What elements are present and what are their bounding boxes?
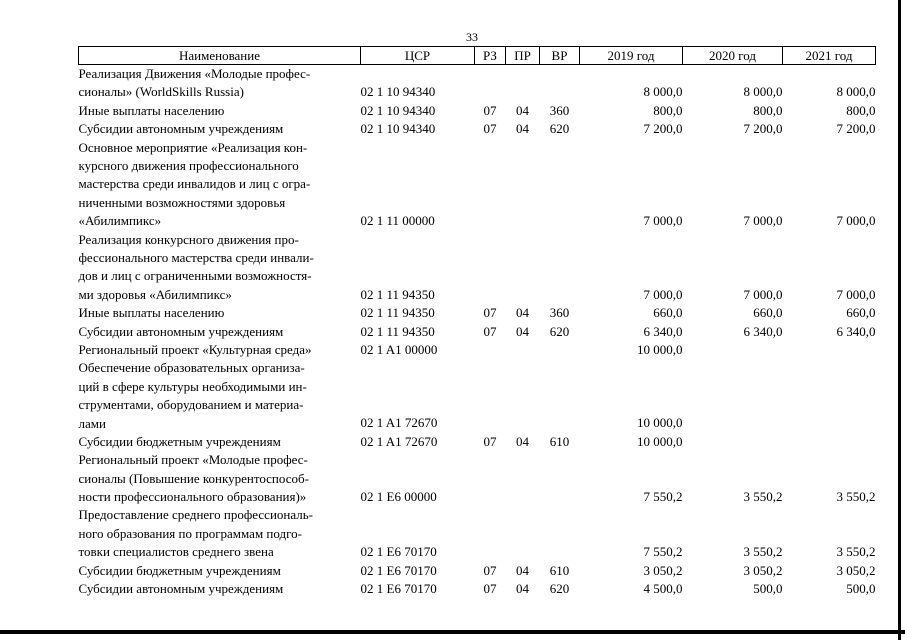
row-name [79,231,361,305]
row-rz [475,451,506,506]
row-pr [506,359,540,433]
table-row [79,451,876,506]
row-name-line: мастерства среди инвалидов и лиц с огра- [78,176,311,192]
row-vr: 620 [549,323,570,339]
row-name [79,562,361,580]
row-value-2020: 8 000,0 [743,84,783,100]
row-csr: 02 1 10 94340 [360,102,436,118]
row-vr [540,139,580,231]
row-value-2019: 7 200,0 [643,121,683,137]
row-name-line: сионалы (Повышение конкурентоспособ- [78,470,309,486]
row-csr: 02 1 10 94340 [360,121,436,137]
table-row [79,341,876,359]
row-value-2020 [683,341,783,359]
row-value-2020: 3 550,2 [743,544,783,560]
row-name-line: ций в сфере культуры необходимыми ин- [78,378,307,394]
row-csr: 02 1 11 94350 [360,323,435,339]
row-value-2020: 500,0 [753,581,783,597]
table-row [79,65,876,102]
row-vr [540,506,580,561]
row-value-2020: 6 340,0 [743,323,783,339]
row-name [79,580,361,598]
table-row [79,102,876,120]
row-name-line: сионалы» (WorldSkills Russia) [78,84,244,100]
row-name-line: ниченными возможностями здоровья [78,194,286,210]
row-name [79,323,361,341]
header-2019: 2019 год [580,47,683,65]
row-name-line: Реализация конкурсного движения про- [78,231,299,247]
row-pr [506,506,540,561]
row-value-2019: 10 000,0 [637,341,683,357]
row-value-2021: 7 000,0 [836,213,876,229]
row-value-2021: 3 550,2 [836,544,876,560]
row-name-line: струментами, оборудованием и материа- [78,397,304,413]
table-body [79,65,876,599]
header-name: Наименование [79,47,361,65]
row-vr: 610 [549,433,570,449]
row-value-2021: 3 050,2 [836,562,876,578]
row-rz: 07 [483,562,497,578]
row-value-2021: 800,0 [846,102,876,118]
row-name [79,120,361,138]
header-pr: ПР [506,47,540,65]
row-value-2019: 3 050,2 [643,562,683,578]
table-row [79,506,876,561]
row-value-2020 [683,359,783,433]
row-rz [475,139,506,231]
row-pr: 04 [516,121,529,137]
row-name-line: Субсидии автономным учреждениям [78,323,284,339]
row-name-line: Обеспечение образовательных организа- [78,360,305,376]
row-rz [475,231,506,305]
row-name [79,359,361,433]
row-value-2019: 7 000,0 [643,213,683,229]
row-name-line: Иные выплаты населению [78,305,225,321]
row-name-line: ного образования по программам подго- [78,525,302,541]
row-value-2020: 7 200,0 [743,121,783,137]
row-value-2021: 7 000,0 [836,286,876,302]
row-name [79,304,361,322]
row-value-2019: 10 000,0 [637,433,683,449]
table-row [79,120,876,138]
row-name-line: лами [78,415,106,431]
row-value-2020 [683,433,783,451]
row-csr: 02 1 E6 00000 [360,489,437,505]
row-csr: 02 1 E6 70170 [360,544,437,560]
table-row [79,139,876,231]
row-name-line: дов и лиц с ограниченными возможностя- [78,268,312,284]
row-name-line: «Абилимпикс» [78,213,162,229]
row-pr: 04 [516,433,529,449]
row-vr [540,231,580,305]
row-name-line: Региональный проект «Молодые профес- [78,452,308,468]
table-row [79,580,876,598]
row-vr [540,359,580,433]
row-name-line: Основное мероприятие «Реализация кон- [78,139,308,155]
row-pr: 04 [516,581,529,597]
row-csr: 02 1 11 00000 [360,213,435,229]
row-name-line: фессионального мастерства среди инвали- [78,249,314,265]
row-pr [506,65,540,102]
row-value-2019: 6 340,0 [643,323,683,339]
row-value-2021: 8 000,0 [836,84,876,100]
row-rz [475,359,506,433]
row-vr [540,65,580,102]
row-value-2019: 8 000,0 [643,84,683,100]
header-vr: ВР [540,47,580,65]
row-name [79,65,361,102]
row-rz: 07 [483,102,497,118]
row-value-2020: 3 550,2 [743,489,783,505]
row-value-2019: 7 000,0 [643,286,683,302]
row-value-2021 [783,359,876,433]
row-value-2021 [783,341,876,359]
row-pr [506,231,540,305]
row-value-2021: 6 340,0 [836,323,876,339]
row-value-2020: 660,0 [753,305,783,321]
row-pr: 04 [516,323,529,339]
row-name-line: Субсидии автономным учреждениям [78,121,284,137]
row-rz: 07 [483,323,497,339]
row-vr: 610 [549,562,570,578]
row-vr: 360 [549,102,570,118]
row-vr [540,451,580,506]
row-rz [475,506,506,561]
row-csr: 02 1 11 94350 [360,286,435,302]
row-value-2021: 660,0 [846,305,876,321]
row-pr: 04 [516,102,529,118]
row-pr [506,341,540,359]
row-csr: 02 1 A1 72670 [360,415,438,431]
row-name-line: Предоставление среднего профессиональ- [78,507,313,523]
row-name [79,139,361,231]
table-row [79,359,876,433]
row-pr: 04 [516,305,529,321]
row-rz: 07 [483,433,497,449]
table-row [79,433,876,451]
scan-border-right [898,0,901,640]
row-vr [540,341,580,359]
row-value-2019: 10 000,0 [637,415,683,431]
row-pr [506,139,540,231]
budget-table [78,46,876,598]
header-row [79,47,876,65]
row-name [79,506,361,561]
table-row [79,562,876,580]
row-vr: 620 [549,121,570,137]
row-name-line: ми здоровья «Абилимпикс» [78,286,232,302]
row-csr: 02 1 E6 70170 [360,562,437,578]
row-value-2020: 7 000,0 [743,213,783,229]
row-pr [506,451,540,506]
row-csr: 02 1 E6 70170 [360,581,437,597]
row-name [79,451,361,506]
row-name-line: Субсидии автономным учреждениям [78,581,284,597]
row-csr: 02 1 11 94350 [360,305,435,321]
header-2020: 2020 год [683,47,783,65]
row-rz [475,341,506,359]
row-name [79,102,361,120]
row-csr: 02 1 10 94340 [360,84,436,100]
header-2021: 2021 год [783,47,876,65]
row-value-2020: 3 050,2 [743,562,783,578]
row-value-2021: 7 200,0 [836,121,876,137]
row-name-line: товки специалистов среднего звена [78,544,274,560]
table-row [79,231,876,305]
header-rz: РЗ [475,47,506,65]
row-csr: 02 1 A1 72670 [360,433,438,449]
row-name-line: Реализация Движения «Молодые профес- [78,66,311,81]
row-value-2019: 800,0 [653,102,683,118]
row-value-2019: 7 550,2 [643,489,683,505]
row-name-line: Субсидии бюджетным учреждениям [78,562,281,578]
row-value-2019: 7 550,2 [643,544,683,560]
page-number: 33 [466,30,478,44]
row-value-2020: 7 000,0 [743,286,783,302]
row-rz: 07 [483,581,497,597]
table-row [79,323,876,341]
scan-border-bottom [0,630,905,634]
row-name-line: курсного движения профессионального [78,157,299,173]
row-name-line: Региональный проект «Культурная среда» [78,341,312,357]
row-vr: 620 [549,581,570,597]
row-csr: 02 1 A1 00000 [360,341,438,357]
row-value-2019: 660,0 [653,305,683,321]
row-value-2019: 4 500,0 [643,581,683,597]
header-csr: ЦСР [361,47,475,65]
row-vr: 360 [549,305,570,321]
table-row [79,304,876,322]
row-value-2021: 3 550,2 [836,489,876,505]
row-rz: 07 [483,121,497,137]
row-rz [475,65,506,102]
row-pr: 04 [516,562,529,578]
row-value-2021: 500,0 [846,581,876,597]
row-name-line: Иные выплаты населению [78,102,225,118]
row-name [79,341,361,359]
row-name [79,433,361,451]
row-rz: 07 [483,305,497,321]
row-name-line: Субсидии бюджетным учреждениям [78,433,281,449]
row-name-line: ности профессионального образования)» [78,489,307,505]
row-value-2021 [783,433,876,451]
row-value-2020: 800,0 [753,102,783,118]
